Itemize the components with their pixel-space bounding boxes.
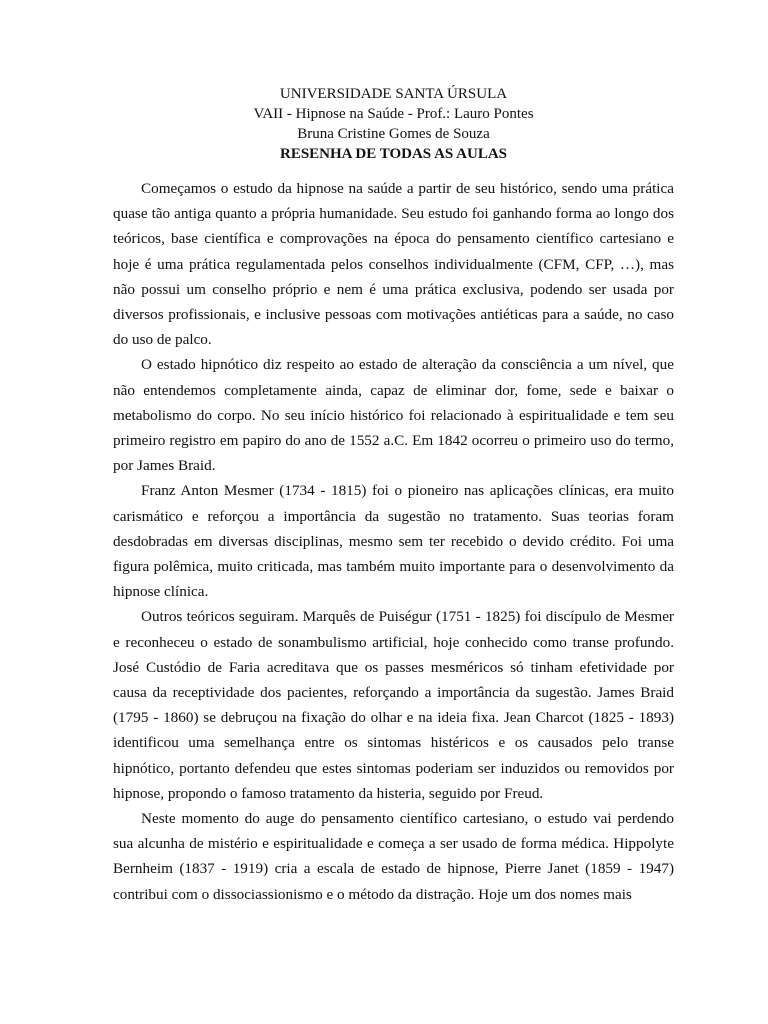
document-header xyxy=(113,84,674,164)
document-title: RESENHA DE TODAS AS AULAS xyxy=(279,146,508,162)
document-page xyxy=(113,84,674,907)
author-name: Bruna Cristine Gomes de Souza xyxy=(297,126,490,142)
document-body xyxy=(113,176,674,907)
paragraph-1: Começamos o estudo da hipnose na saúde a partir de seu histórico, sendo uma prática quase tão antiga quanto a própria humanidade. Seu estudo foi ganhando forma ao longo dos teóricos, base científica e comprovações na época do pensamento científico cartesiano e hoje é uma prática regulamentada pelos conselhos individualmente (CFM, CFP, …), mas não possui um conselho próprio e nem é uma prática exclusiva, podendo ser usada por diversos profissionais, e inclusive pessoas com motivações antiéticas para a saúde, no caso do uso de palco. xyxy=(113,180,674,349)
paragraph-2: O estado hipnótico diz respeito ao estado de alteração da consciência a um nível, que não entendemos completamente ainda, capaz de eliminar dor, fome, sede e baixar o metabolismo do corpo. No seu início histórico foi relacionado à espiritualidade e tem seu primeiro registro em papiro do ano de 1552 a.C. Em 1842 ocorreu o primeiro uso do termo, por James Braid. xyxy=(113,356,674,475)
course-info: VAII - Hipnose na Saúde - Prof.: Lauro Pontes xyxy=(253,106,534,122)
university-name: UNIVERSIDADE SANTA ÚRSULA xyxy=(279,86,508,102)
paragraph-4: Outros teóricos seguiram. Marquês de Puiségur (1751 - 1825) foi discípulo de Mesmer e reconheceu o estado de sonambulismo artificial, hoje conhecido como transe profundo. José Custódio de Faria acreditava que os passes mesméricos só tinham efetividade por causa da receptividade dos pacientes, reforçando a importância da sugestão. James Braid (1795 - 1860) se debruçou na fixação do olhar e na ideia fixa. Jean Charcot (1825 - 1893) identificou uma semelhança entre os sintomas histéricos e os causados pelo transe hipnótico, portanto defendeu que estes sintomas poderiam ser induzidos ou removidos por hipnose, propondo o famoso tratamento da histeria, seguido por Freud. xyxy=(113,608,674,802)
paragraph-3: Franz Anton Mesmer (1734 - 1815) foi o pioneiro nas aplicações clínicas, era muito carismático e reforçou a importância da sugestão no tratamento. Suas teorias foram desdobradas em diversas disciplinas, mesmo sem ter recebido o devido crédito. Foi uma figura polêmica, muito criticada, mas também muito importante para o desenvolvimento da hipnose clínica. xyxy=(113,482,674,601)
paragraph-5: Neste momento do auge do pensamento científico cartesiano, o estudo vai perdendo sua alcunha de mistério e espiritualidade e começa a ser usado de forma médica. Hippolyte Bernheim (1837 - 1919) cria a escala de estado de hipnose, Pierre Janet (1859 - 1947) contribui com o dissociassionismo e o método da distração. Hoje um dos nomes mais xyxy=(113,810,674,903)
